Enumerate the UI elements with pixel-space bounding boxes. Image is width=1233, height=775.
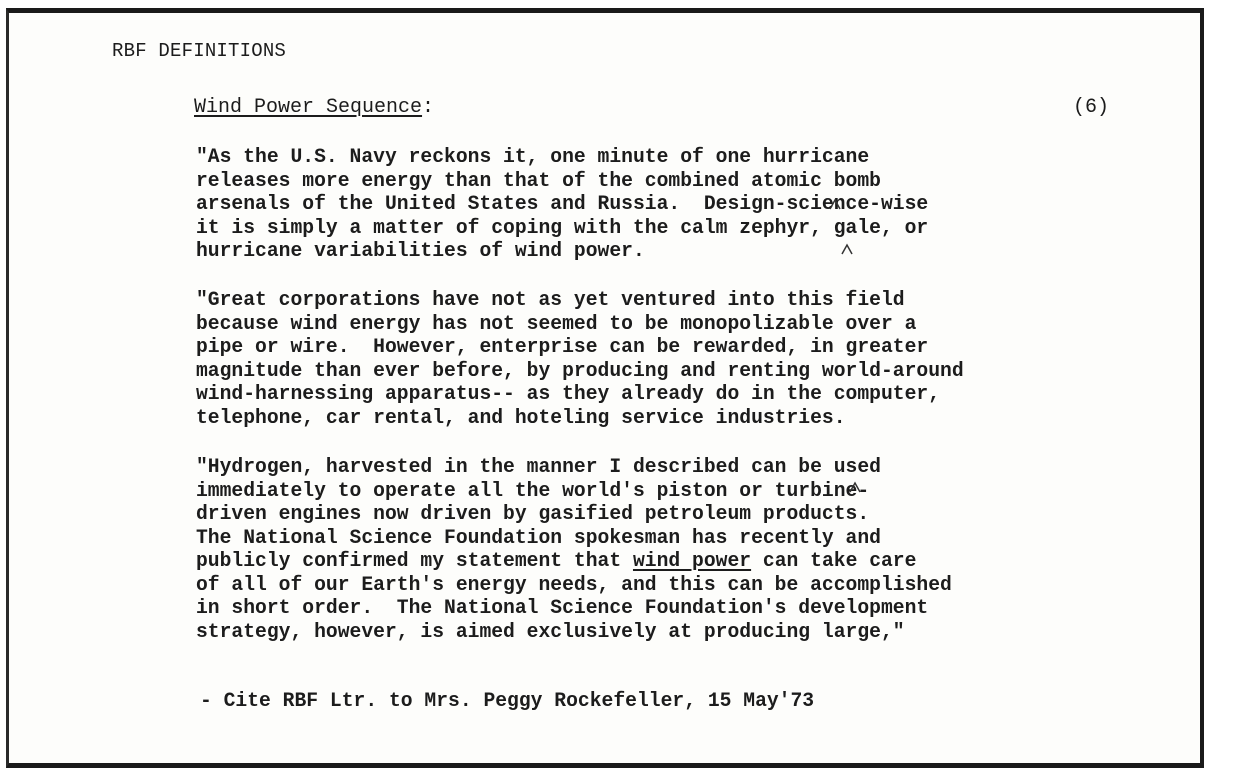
paragraph-2-line: "Great corporations have not as yet ventured into this field — [196, 289, 905, 312]
underlined-line-prefix: publicly confirmed my statement that — [196, 550, 633, 573]
paragraph-3-line: The National Science Foundation spokesman has recently and — [196, 526, 881, 550]
citation: - Cite RBF Ltr. to Mrs. Peggy Rockefeller, 15 May'73 — [200, 690, 815, 713]
paragraph-3-line: driven engines now driven by gasified petroleum products. — [196, 503, 870, 526]
section-title — [194, 96, 434, 119]
paragraph-3-line: in short order. The National Science Foundation's development — [196, 597, 929, 620]
paragraph-1-line: "As the U.S. Navy reckons it, one minute of one hurricane — [196, 146, 870, 169]
paragraph-2 — [196, 289, 1176, 430]
paragraph-3-line: strategy, however, is aimed exclusively at producing large," — [196, 620, 905, 644]
paragraph-1-line: it is simply a matter of coping with the calm zephyr, gale, or — [196, 216, 929, 240]
paragraph-2-line: telephone, car rental, and hoteling service industries. — [196, 406, 846, 430]
section-title-colon: : — [422, 96, 435, 119]
page-number: (6) — [1073, 96, 1110, 119]
paragraph-3-line: of all of our Earth's energy needs, and this can be accomplished — [196, 573, 952, 597]
section-title-text: Wind Power Sequence — [194, 96, 423, 119]
paragraph-2-line: magnitude than ever before, by producing and renting world-around — [196, 359, 964, 383]
paragraph-3-underlined-line — [196, 550, 1137, 574]
paragraph-3 — [196, 456, 1176, 644]
paragraph-2-line: wind-harnessing apparatus-- as they already do in the computer, — [196, 383, 941, 406]
paragraph-1-line: hurricane variabilities of wind power. — [196, 240, 645, 263]
insertion-caret-icon — [828, 197, 842, 211]
paragraph-3-line: "Hydrogen, harvested in the manner I described can be used — [196, 456, 881, 479]
document-header: RBF DEFINITIONS — [112, 40, 287, 62]
paragraph-2-line: pipe or wire. However, enterprise can be rewarded, in greater — [196, 336, 929, 359]
paragraph-1 — [196, 146, 1176, 264]
underlined-line-suffix: can take care — [751, 550, 917, 573]
paragraph-3-line: immediately to operate all the world's piston or turbine- — [196, 479, 870, 503]
insertion-caret-icon — [848, 480, 862, 494]
insertion-caret-icon — [840, 242, 854, 256]
paragraph-2-line: because wind energy has not seemed to be monopolizable over a — [196, 312, 917, 336]
paragraph-1-line: releases more energy than that of the combined atomic bomb — [196, 169, 881, 193]
underlined-phrase: wind power — [632, 550, 752, 573]
paragraph-1-line: arsenals of the United States and Russia. Design-science-wise — [196, 193, 929, 216]
